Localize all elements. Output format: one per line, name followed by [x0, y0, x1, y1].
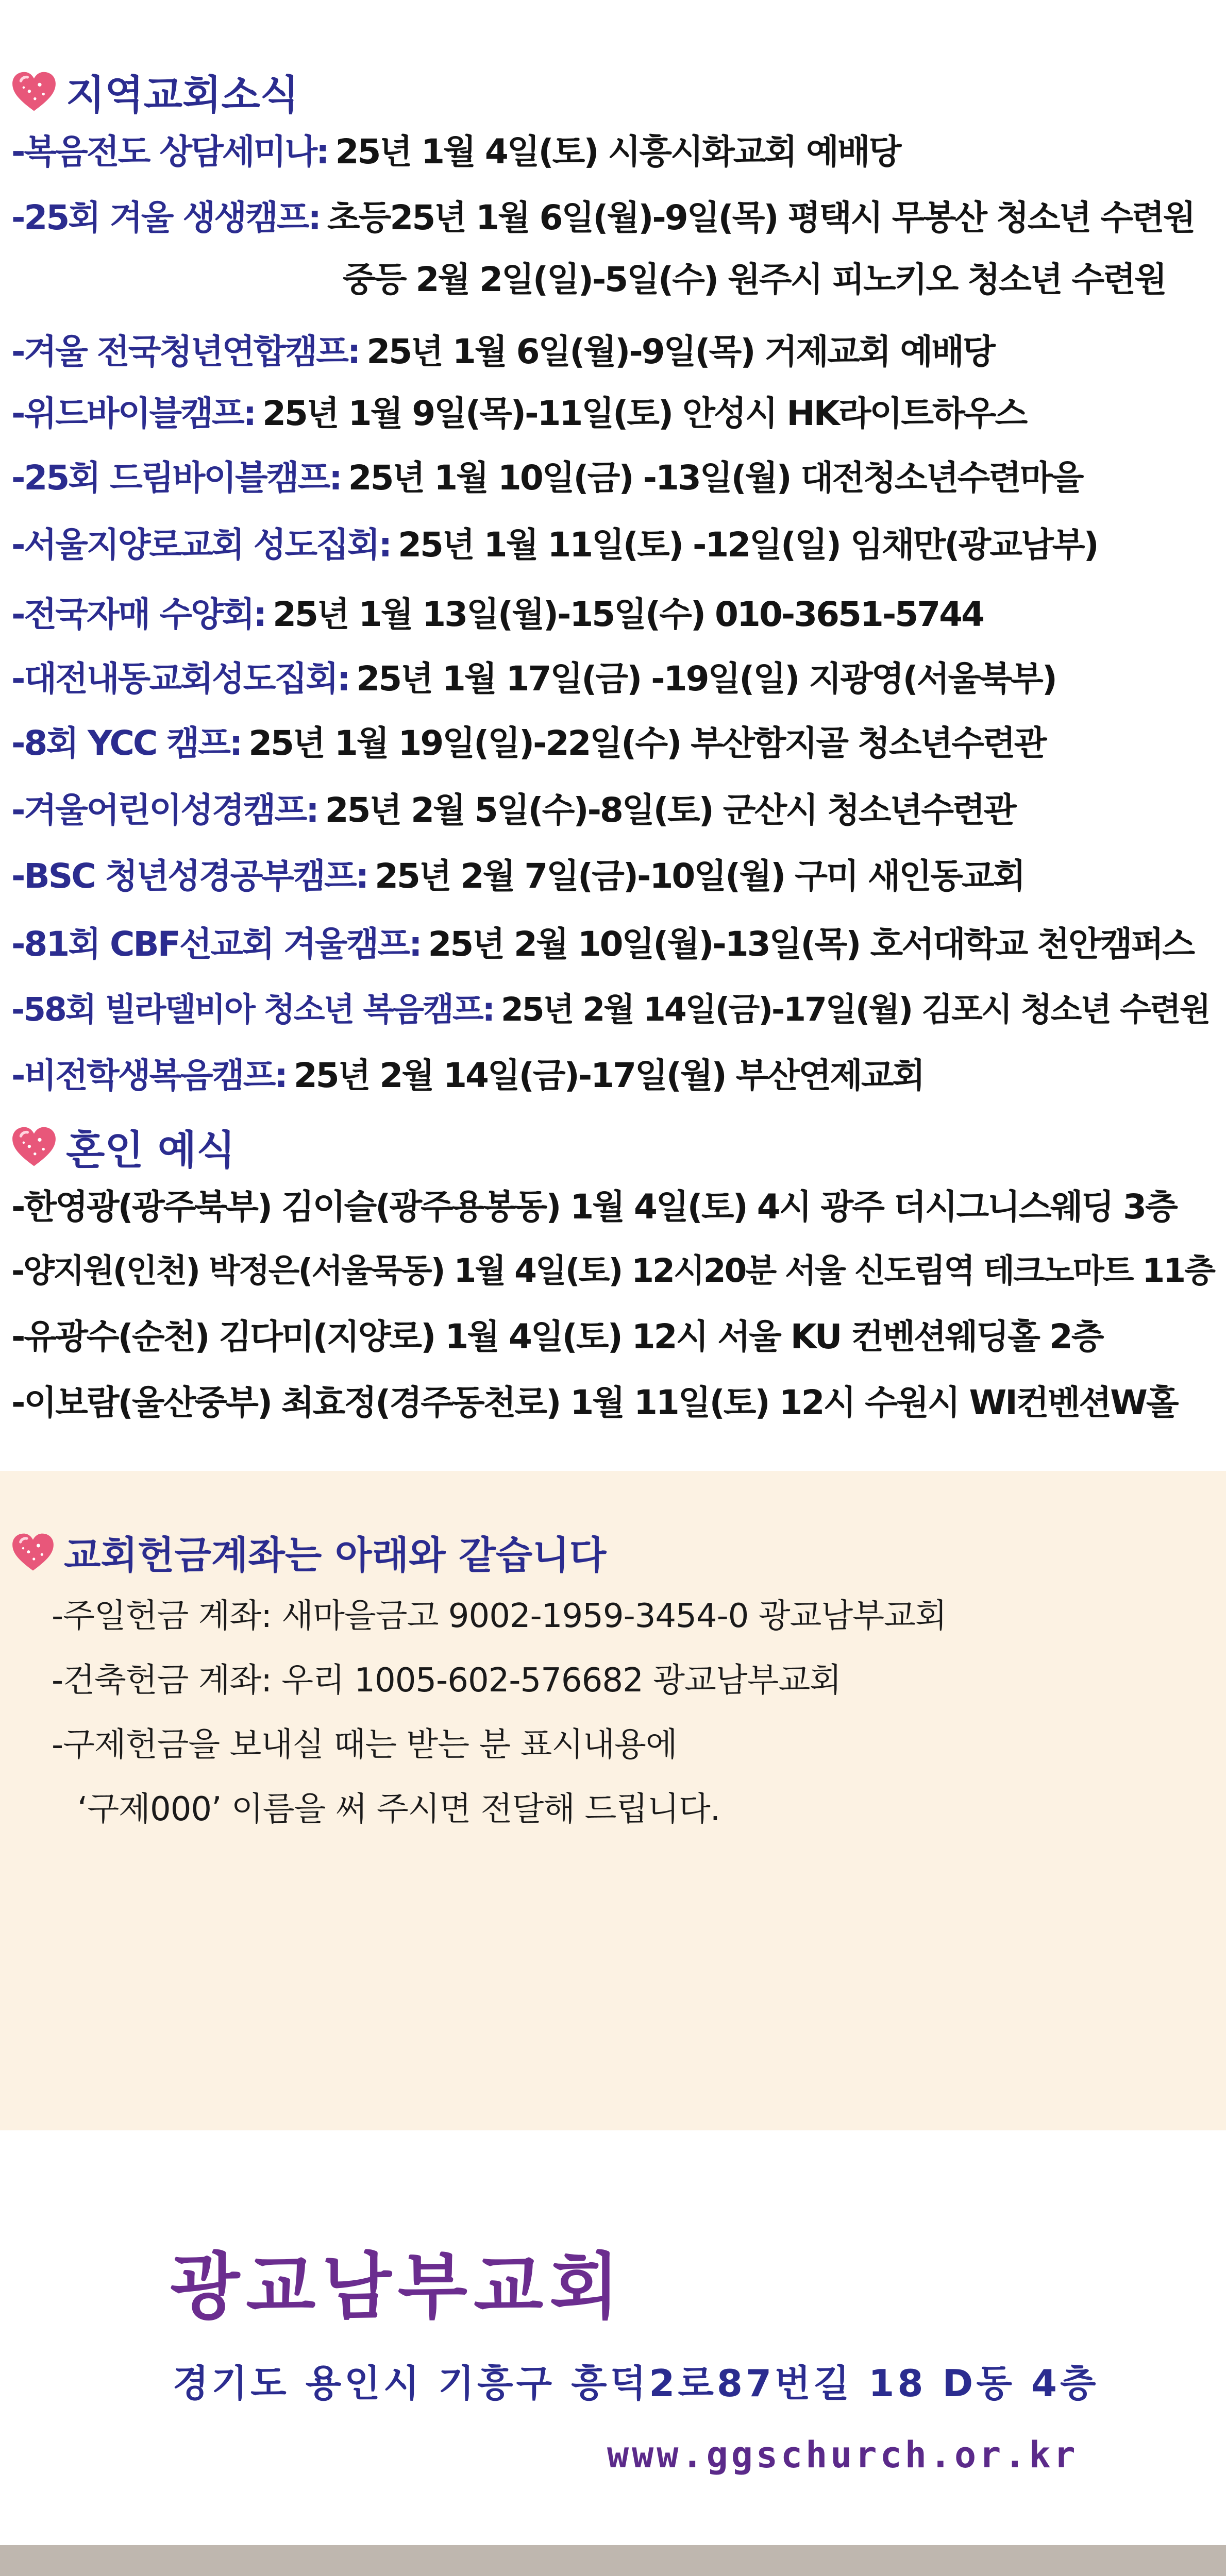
news-item: -8회 YCC 캠프: 25년 1월 19일(일)-22일(수) 부산함지골 청소년수련관 — [11, 723, 1046, 763]
news-item: -겨울어린이성경캠프: 25년 2월 5일(수)-8일(토) 군산시 청소년수련관 — [11, 790, 1015, 830]
news-item: -서울지양로교회 성도집회: 25년 1월 11일(토) -12일(일) 임채만(광교남부) — [11, 525, 1098, 565]
wedding-item: -양지원(인천) 박정은(서울묵동) 1월 4일(토) 12시20분 서울 신도림역 테크노마트 11층 — [11, 1252, 1214, 1290]
news-item-continued: 중등 2월 2일(일)-5일(수) 원주시 피노키오 청소년 수련원 — [343, 260, 1166, 299]
news-item: -25회 겨울 생생캠프: 초등25년 1월 6일(월)-9일(목) 평택시 무봉산 청소년 수련원 — [11, 198, 1195, 238]
wedding-item: -한영광(광주북부) 김이슬(광주용봉동) 1월 4일(토) 4시 광주 더시그니스웨딩 3층 — [11, 1187, 1177, 1227]
offering-heading — [10, 1525, 606, 1580]
weddings-title: 혼인 예식 — [66, 1127, 236, 1174]
church-website-link[interactable]: www.ggschurch.or.kr — [607, 2434, 1079, 2476]
wedding-item: -유광수(순천) 김다미(지양로) 1월 4일(토) 12시 서울 KU 컨벤션웨딩홀 2층 — [11, 1317, 1103, 1357]
local-news-heading — [10, 63, 299, 121]
church-address: 경기도 용인시 기흥구 흥덕2로87번길 18 D동 4층 — [173, 2362, 1099, 2405]
news-item: -비전학생복음캠프: 25년 2월 14일(금)-17일(월) 부산연제교회 — [11, 1056, 924, 1095]
news-item: -BSC 청년성경공부캠프: 25년 2월 7일(금)-10일(월) 구미 새인동교회 — [11, 856, 1025, 896]
relief-offering-note-continued: ‘구제000’ 이름을 써 주시면 전달해 드립니다. — [77, 1790, 720, 1828]
building-offering-account: -건축헌금 계좌: 우리 1005-602-576682 광교남부교회 — [52, 1662, 842, 1700]
footer-section — [0, 2130, 1226, 2545]
relief-offering-note: -구제헌금을 보내실 때는 받는 분 표시내용에 — [52, 1726, 677, 1764]
weddings-heading — [10, 1118, 236, 1176]
news-item: -81회 CBF선교회 겨울캠프: 25년 2월 10일(월)-13일(목) 호서대학교 천안캠퍼스 — [11, 924, 1194, 964]
offering-account-section — [0, 1471, 1226, 2130]
offering-title: 교회헌금계좌는 아래와 같습니다 — [64, 1533, 607, 1578]
news-item: -복음전도 상담세미나: 25년 1월 4일(토) 시흥시화교회 예배당 — [11, 132, 900, 172]
wedding-item: -이보람(울산중부) 최효정(경주동천로) 1월 11일(토) 12시 수원시 WI컨벤션W홀 — [11, 1383, 1178, 1422]
church-name: 광교남부교회 — [170, 2245, 626, 2329]
news-item: -겨울 전국청년연합캠프: 25년 1월 6일(월)-9일(목) 거제교회 예배당 — [11, 332, 994, 371]
news-item: -위드바이블캠프: 25년 1월 9일(목)-11일(토) 안성시 HK라이트하우스 — [11, 394, 1027, 433]
heart-icon — [10, 1126, 58, 1168]
sunday-offering-account: -주일헌금 계좌: 새마을금고 9002-1959-3454-0 광교남부교회 — [52, 1597, 947, 1635]
news-item: -58회 빌라델비아 청소년 복음캠프: 25년 2월 14일(금)-17일(월) 김포시 청소년 수련원 — [11, 991, 1210, 1028]
news-item: -전국자매 수양회: 25년 1월 13일(월)-15일(수) 010-3651-5744 — [11, 595, 983, 634]
heart-icon — [10, 71, 58, 113]
local-news-title: 지역교회소식 — [66, 72, 299, 118]
heart-icon — [10, 1532, 56, 1572]
bottom-bar — [0, 2545, 1226, 2576]
news-item: -대전내동교회성도집회: 25년 1월 17일(금) -19일(일) 지광영(서울북부) — [11, 659, 1056, 699]
news-item: -25회 드림바이블캠프: 25년 1월 10일(금) -13일(월) 대전청소년수련마을 — [11, 458, 1083, 498]
